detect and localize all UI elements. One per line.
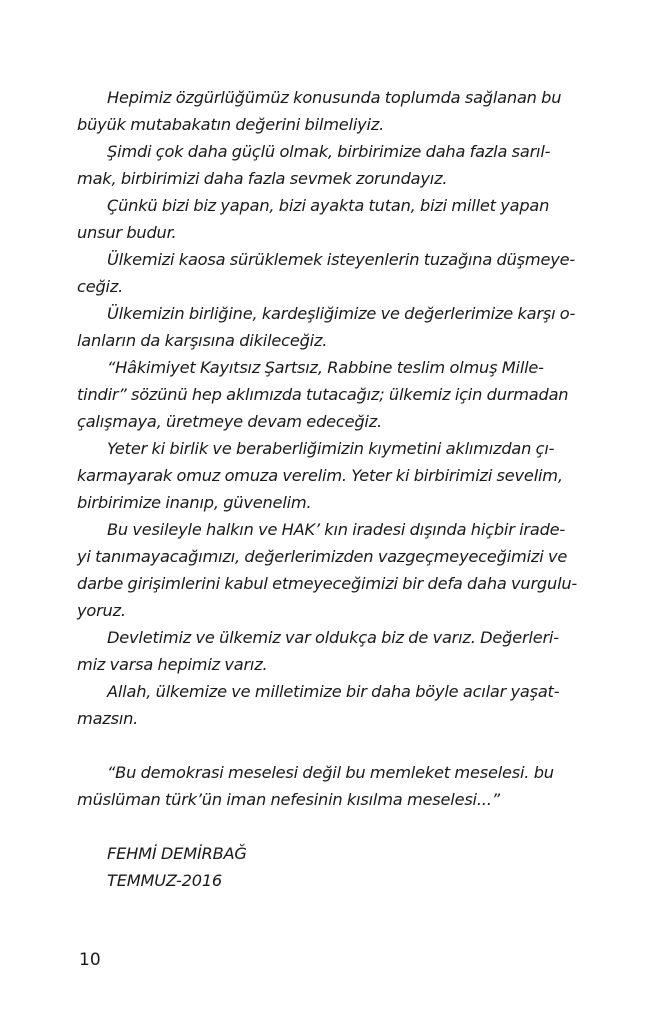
paragraph <box>77 678 589 732</box>
text-line: “Hâkimiyet Kayıtsız Şartsız, Rabbine teslim olmuş Mille- <box>107 358 544 377</box>
paragraph <box>77 192 589 246</box>
spacer <box>77 732 589 759</box>
text-line: Yeter ki birlik ve beraberliğimizin kıymetini aklımızdan çı- <box>107 439 555 458</box>
body-text <box>77 84 589 894</box>
author-name: FEHMİ DEMİRBAĞ <box>107 844 247 863</box>
text-line: ceğiz. <box>77 277 124 296</box>
paragraph <box>77 138 589 192</box>
text-line: mazsın. <box>77 709 139 728</box>
text-line: büyük mutabakatın değerini bilmeliyiz. <box>77 115 385 134</box>
text-line: Ülkemizin birliğine, kardeşliğimize ve değerlerimize karşı o- <box>107 304 576 323</box>
text-line: miz varsa hepimiz varız. <box>77 655 268 674</box>
text-line: Allah, ülkemize ve milletimize bir daha böyle acılar yaşat- <box>107 682 560 701</box>
signature-block <box>77 840 589 894</box>
paragraph <box>77 624 589 678</box>
text-line: Hepimiz özgürlüğümüz konusunda toplumda sağlanan bu <box>107 88 562 107</box>
paragraph <box>77 246 589 300</box>
text-line: tindir” sözünü hep aklımızda tutacağız; ülkemiz için durmadan <box>77 385 569 404</box>
quote-line: müslüman türk’ün iman nefesinin kısılma meselesi...” <box>77 790 500 809</box>
text-line: karmayarak omuz omuza verelim. Yeter ki birbirimizi sevelim, <box>77 466 563 485</box>
text-line: Devletimiz ve ülkemiz var oldukça biz de varız. Değerleri- <box>107 628 559 647</box>
text-line: çalışmaya, üretmeye devam edeceğiz. <box>77 412 382 431</box>
text-line: Bu vesileyle halkın ve HAK’ kın iradesi dışında hiçbir irade- <box>107 520 566 539</box>
quote-line: “Bu demokrasi meselesi değil bu memleket meselesi. bu <box>107 763 554 782</box>
paragraph <box>77 435 589 516</box>
text-line: yi tanımayacağımızı, değerlerimizden vazgeçmeyeceğimizi ve <box>77 547 568 566</box>
text-line: unsur budur. <box>77 223 177 242</box>
text-line: yoruz. <box>77 601 126 620</box>
text-line: Şimdi çok daha güçlü olmak, birbirimize daha fazla sarıl- <box>107 142 551 161</box>
text-line: lanların da karşısına dikileceğiz. <box>77 331 328 350</box>
paragraph <box>77 84 589 138</box>
paragraph <box>77 516 589 624</box>
text-line: birbirimize inanıp, güvenelim. <box>77 493 312 512</box>
closing-quote <box>77 759 589 813</box>
text-line: darbe girişimlerini kabul etmeyeceğimizi bir defa daha vurgulu- <box>77 574 578 593</box>
text-line: Ülkemizi kaosa sürüklemek isteyenlerin tuzağına düşmeye- <box>107 250 576 269</box>
spacer <box>77 813 589 840</box>
paragraph <box>77 354 589 435</box>
paragraph <box>77 300 589 354</box>
page-number: 10 <box>79 950 101 970</box>
signature-date: TEMMUZ-2016 <box>107 871 223 890</box>
text-line: Çünkü bizi biz yapan, bizi ayakta tutan, bizi millet yapan <box>107 196 550 215</box>
text-line: mak, birbirimizi daha fazla sevmek zorundayız. <box>77 169 448 188</box>
